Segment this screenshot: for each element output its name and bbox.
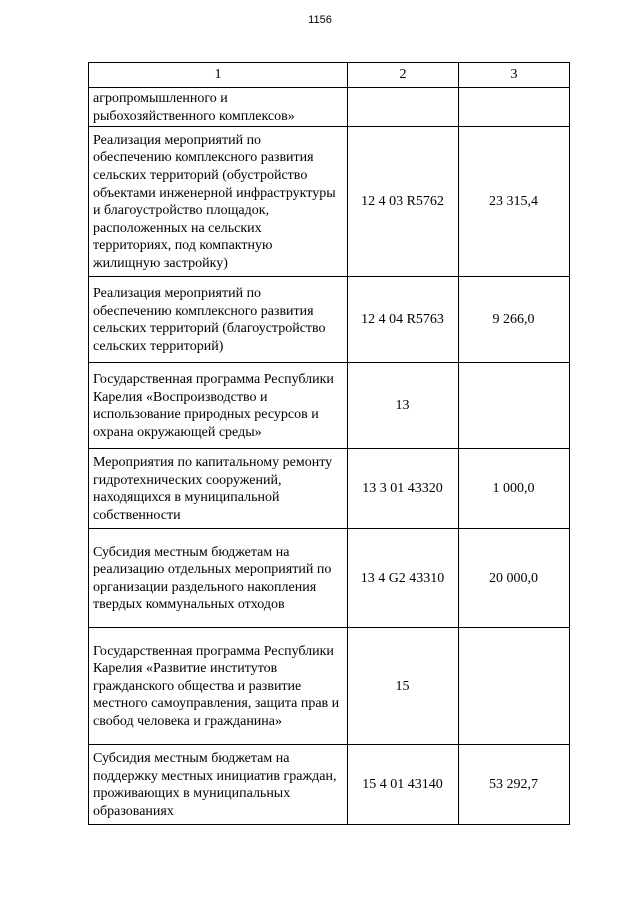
amount-cell [459, 628, 570, 745]
budget-table [88, 62, 570, 825]
name-cell: Субсидия местным бюджетам на поддержку местных инициатив граждан, проживающих в муниципальных образованиях [89, 745, 348, 825]
column-header-1: 1 [89, 63, 348, 88]
amount-cell: 23 315,4 [459, 127, 570, 277]
amount-cell: 20 000,0 [459, 529, 570, 628]
code-cell: 13 4 G2 43310 [348, 529, 459, 628]
table-row [89, 88, 570, 127]
table-header-row [89, 63, 570, 88]
code-cell: 13 3 01 43320 [348, 449, 459, 529]
name-cell: Реализация мероприятий по обеспечению комплексного развития сельских территорий (благоустройство сельских территорий) [89, 277, 348, 363]
table-row [89, 745, 570, 825]
name-cell: агропромышленного и рыбохозяйственного комплексов» [89, 88, 348, 127]
code-cell: 15 [348, 628, 459, 745]
name-cell: Государственная программа Республики Карелия «Развитие институтов гражданского общества и развитие местного самоуправления, защита прав и свобод человека и гражданина» [89, 628, 348, 745]
column-header-2: 2 [348, 63, 459, 88]
name-cell: Мероприятия по капитальному ремонту гидротехнических сооружений, находящихся в муниципальной собственности [89, 449, 348, 529]
name-cell: Субсидия местным бюджетам на реализацию отдельных мероприятий по организации раздельного накопления твердых коммунальных отходов [89, 529, 348, 628]
code-cell [348, 88, 459, 127]
table-row [89, 363, 570, 449]
table-row [89, 529, 570, 628]
amount-cell [459, 363, 570, 449]
table-row [89, 449, 570, 529]
code-cell: 12 4 03 R5762 [348, 127, 459, 277]
amount-cell [459, 88, 570, 127]
table-row [89, 127, 570, 277]
code-cell: 12 4 04 R5763 [348, 277, 459, 363]
name-cell: Реализация мероприятий по обеспечению комплексного развития сельских территорий (обустройство объектами инженерной инфраструктуры и благоустройство площадок, расположенных на сельских территориях, под компактную жилищную застройку) [89, 127, 348, 277]
page-number: 1156 [308, 14, 332, 26]
table-row [89, 277, 570, 363]
name-cell: Государственная программа Республики Карелия «Воспроизводство и использование природных ресурсов и охрана окружающей среды» [89, 363, 348, 449]
table-row [89, 628, 570, 745]
amount-cell: 9 266,0 [459, 277, 570, 363]
amount-cell: 1 000,0 [459, 449, 570, 529]
column-header-3: 3 [459, 63, 570, 88]
code-cell: 13 [348, 363, 459, 449]
amount-cell: 53 292,7 [459, 745, 570, 825]
code-cell: 15 4 01 43140 [348, 745, 459, 825]
